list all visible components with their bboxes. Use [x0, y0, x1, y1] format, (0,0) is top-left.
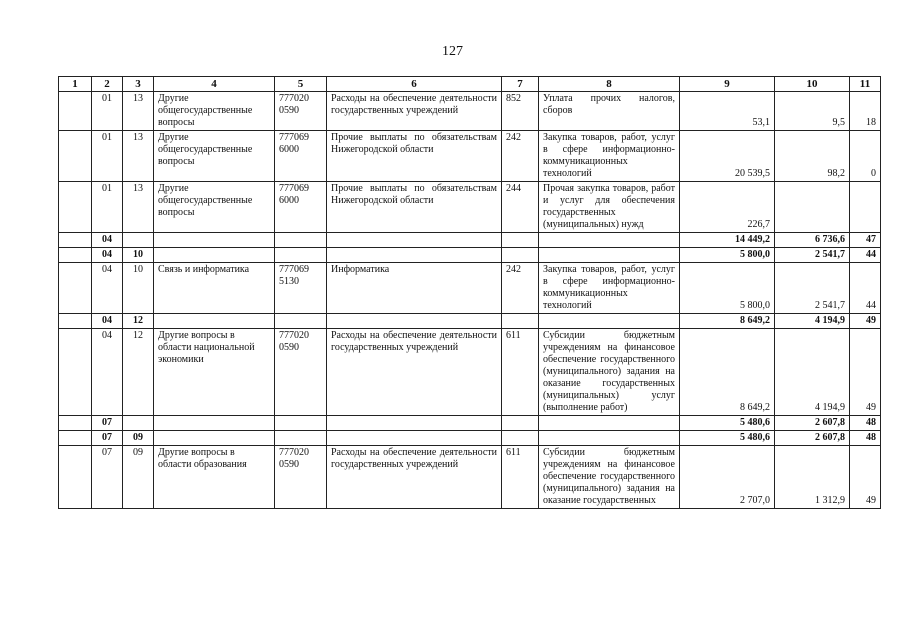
header-cell: 3 — [123, 77, 154, 92]
section-name-cell: Другие общегосударственные вопросы — [154, 182, 275, 233]
target-name-cell — [327, 248, 502, 263]
planned-amount-cell: 8 649,2 — [680, 314, 775, 329]
executed-amount-cell — [775, 182, 850, 233]
target-code-cell: 777069 5130 — [275, 263, 327, 314]
expense-type-code-cell — [502, 248, 539, 263]
section-name-cell: Другие общегосударственные вопросы — [154, 92, 275, 131]
expense-type-name-cell: Уплата прочих налогов, сборов — [539, 92, 680, 131]
percent-cell: 44 — [850, 248, 881, 263]
percent-cell: 18 — [850, 92, 881, 131]
planned-amount-cell: 5 480,6 — [680, 416, 775, 431]
header-cell: 2 — [92, 77, 123, 92]
section-cell: 04 — [92, 248, 123, 263]
section-cell: 01 — [92, 92, 123, 131]
expense-type-name-cell — [539, 416, 680, 431]
row-index-cell — [59, 92, 92, 131]
target-name-cell — [327, 233, 502, 248]
target-code-cell — [275, 416, 327, 431]
target-name-cell: Расходы на обеспечение деятельности государственных учреждений — [327, 329, 502, 416]
row-index-cell — [59, 431, 92, 446]
planned-amount-cell: 5 800,0 — [680, 263, 775, 314]
target-code-cell: 777020 0590 — [275, 92, 327, 131]
expense-type-code-cell: 611 — [502, 446, 539, 509]
row-index-cell — [59, 329, 92, 416]
executed-amount-cell: 2 607,8 — [775, 431, 850, 446]
section-name-cell — [154, 431, 275, 446]
planned-amount-cell: 8 649,2 — [680, 329, 775, 416]
executed-amount-cell: 2 607,8 — [775, 416, 850, 431]
table-row — [59, 263, 881, 314]
header-cell: 11 — [850, 77, 881, 92]
expense-type-name-cell — [539, 431, 680, 446]
executed-amount-cell: 9,5 — [775, 92, 850, 131]
expense-type-code-cell: 242 — [502, 263, 539, 314]
planned-amount-cell: 5 480,6 — [680, 431, 775, 446]
expense-type-name-cell: Субсидии бюджетным учреждениям на финансовое обеспечение государственного (муниципального) задания на оказание государственных — [539, 446, 680, 509]
planned-amount-cell: 14 449,2 — [680, 233, 775, 248]
target-code-cell — [275, 314, 327, 329]
target-name-cell — [327, 314, 502, 329]
target-code-cell: 777020 0590 — [275, 446, 327, 509]
section-name-cell — [154, 233, 275, 248]
target-name-cell: Расходы на обеспечение деятельности государственных учреждений — [327, 446, 502, 509]
table-row — [59, 131, 881, 182]
percent-cell: 48 — [850, 431, 881, 446]
section-cell: 04 — [92, 233, 123, 248]
target-code-cell: 777020 0590 — [275, 329, 327, 416]
row-index-cell — [59, 314, 92, 329]
subsection-cell: 10 — [123, 263, 154, 314]
expense-type-name-cell: Закупка товаров, работ, услуг в сфере информационно-коммуникационных технологий — [539, 263, 680, 314]
expense-type-code-cell — [502, 233, 539, 248]
planned-amount-cell: 5 800,0 — [680, 248, 775, 263]
target-code-cell: 777069 6000 — [275, 131, 327, 182]
header-cell: 9 — [680, 77, 775, 92]
section-name-cell — [154, 248, 275, 263]
planned-amount-cell: 53,1 — [680, 92, 775, 131]
header-cell: 5 — [275, 77, 327, 92]
expense-type-code-cell: 244 — [502, 182, 539, 233]
subsection-cell: 09 — [123, 446, 154, 509]
target-code-cell — [275, 248, 327, 263]
planned-amount-cell: 2 707,0 — [680, 446, 775, 509]
section-cell: 01 — [92, 131, 123, 182]
subtotal-row — [59, 248, 881, 263]
subsection-cell: 13 — [123, 182, 154, 233]
section-name-cell — [154, 314, 275, 329]
section-name-cell: Другие общегосударственные вопросы — [154, 131, 275, 182]
row-index-cell — [59, 416, 92, 431]
target-name-cell: Прочие выплаты по обязательствам Нижегородской области — [327, 131, 502, 182]
percent-cell: 49 — [850, 314, 881, 329]
target-code-cell — [275, 431, 327, 446]
subsection-cell: 13 — [123, 92, 154, 131]
table-body — [59, 77, 881, 509]
row-index-cell — [59, 248, 92, 263]
subsection-cell: 12 — [123, 329, 154, 416]
percent-cell: 0 — [850, 131, 881, 182]
section-cell: 01 — [92, 182, 123, 233]
row-index-cell — [59, 263, 92, 314]
expense-type-code-cell: 852 — [502, 92, 539, 131]
expense-type-code-cell — [502, 431, 539, 446]
subsection-cell: 13 — [123, 131, 154, 182]
target-name-cell: Прочие выплаты по обязательствам Нижегородской области — [327, 182, 502, 233]
header-cell: 8 — [539, 77, 680, 92]
expense-type-name-cell: Субсидии бюджетным учреждениям на финансовое обеспечение государственного (муниципального) задания на оказание государственных (муниципальных) услуг (выполнение работ) — [539, 329, 680, 416]
section-name-cell — [154, 416, 275, 431]
percent-cell: 48 — [850, 416, 881, 431]
header-cell: 1 — [59, 77, 92, 92]
header-row — [59, 77, 881, 92]
row-index-cell — [59, 233, 92, 248]
table-row — [59, 92, 881, 131]
subtotal-row — [59, 416, 881, 431]
target-code-cell — [275, 233, 327, 248]
section-cell: 04 — [92, 314, 123, 329]
subsection-cell: 10 — [123, 248, 154, 263]
executed-amount-cell: 2 541,7 — [775, 263, 850, 314]
percent-cell: 49 — [850, 446, 881, 509]
expense-type-name-cell: Закупка товаров, работ, услуг в сфере информационно-коммуникационных технологий — [539, 131, 680, 182]
header-cell: 4 — [154, 77, 275, 92]
planned-amount-cell: 20 539,5 — [680, 131, 775, 182]
section-cell: 07 — [92, 416, 123, 431]
page-number: 127 — [442, 44, 463, 59]
section-cell: 07 — [92, 446, 123, 509]
table-row — [59, 182, 881, 233]
percent-cell — [850, 182, 881, 233]
planned-amount-cell: 226,7 — [680, 182, 775, 233]
executed-amount-cell: 6 736,6 — [775, 233, 850, 248]
subsection-cell: 12 — [123, 314, 154, 329]
expense-type-name-cell — [539, 314, 680, 329]
section-cell: 04 — [92, 263, 123, 314]
section-cell: 07 — [92, 431, 123, 446]
table-row — [59, 446, 881, 509]
budget-table — [58, 76, 881, 509]
expense-type-name-cell: Прочая закупка товаров, работ и услуг для обеспечения государственных (муниципальных) нужд — [539, 182, 680, 233]
executed-amount-cell: 4 194,9 — [775, 329, 850, 416]
percent-cell: 47 — [850, 233, 881, 248]
expense-type-name-cell — [539, 248, 680, 263]
section-cell: 04 — [92, 329, 123, 416]
target-name-cell: Информатика — [327, 263, 502, 314]
subsection-cell: 09 — [123, 431, 154, 446]
executed-amount-cell: 2 541,7 — [775, 248, 850, 263]
expense-type-code-cell: 242 — [502, 131, 539, 182]
target-name-cell — [327, 416, 502, 431]
target-name-cell — [327, 431, 502, 446]
section-name-cell: Связь и информатика — [154, 263, 275, 314]
section-name-cell: Другие вопросы в области национальной экономики — [154, 329, 275, 416]
executed-amount-cell: 1 312,9 — [775, 446, 850, 509]
target-code-cell: 777069 6000 — [275, 182, 327, 233]
header-cell: 7 — [502, 77, 539, 92]
executed-amount-cell: 98,2 — [775, 131, 850, 182]
percent-cell: 49 — [850, 329, 881, 416]
percent-cell: 44 — [850, 263, 881, 314]
row-index-cell — [59, 446, 92, 509]
expense-type-code-cell — [502, 416, 539, 431]
subtotal-row — [59, 314, 881, 329]
header-cell: 10 — [775, 77, 850, 92]
executed-amount-cell: 4 194,9 — [775, 314, 850, 329]
subsection-cell — [123, 416, 154, 431]
row-index-cell — [59, 182, 92, 233]
expense-type-name-cell — [539, 233, 680, 248]
table-row — [59, 329, 881, 416]
target-name-cell: Расходы на обеспечение деятельности государственных учреждений — [327, 92, 502, 131]
row-index-cell — [59, 131, 92, 182]
expense-type-code-cell: 611 — [502, 329, 539, 416]
subtotal-row — [59, 233, 881, 248]
header-cell: 6 — [327, 77, 502, 92]
expense-type-code-cell — [502, 314, 539, 329]
subtotal-row — [59, 431, 881, 446]
section-name-cell: Другие вопросы в области образования — [154, 446, 275, 509]
subsection-cell — [123, 233, 154, 248]
